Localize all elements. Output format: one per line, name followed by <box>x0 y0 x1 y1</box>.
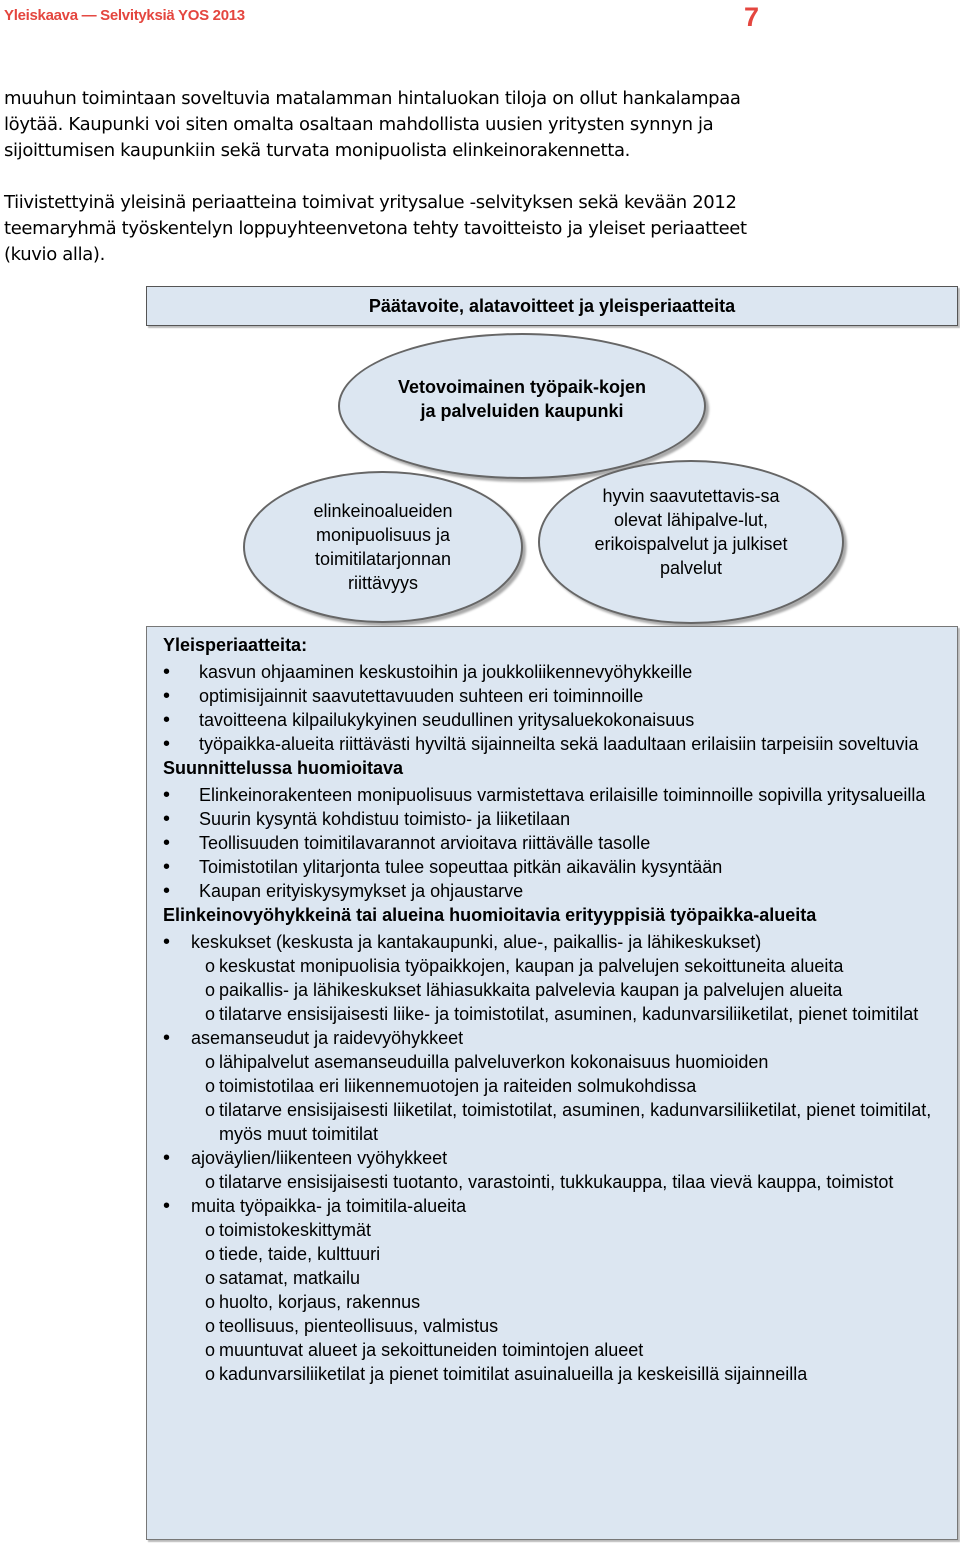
zone-group-label: asemanseudut ja raidevyöhykkeet <box>191 1028 464 1048</box>
sub-list-item: o paikallis- ja lähikeskukset lähiasukkaita palvelevia kaupan ja palvelujen alueita <box>191 978 941 1002</box>
list-item: • Elinkeinorakenteen monipuolisuus varmistettava erilaisille toiminnoille sopivilla yritysalueilla <box>163 783 941 807</box>
sub-list-item: o toimistokeskittymät <box>191 1218 941 1242</box>
list-item: • Suurin kysyntä kohdistuu toimisto- ja liiketilaan <box>163 807 941 831</box>
section-heading-general: Yleisperiaatteita: <box>163 635 308 655</box>
sub-list-item: o tilatarve ensisijaisesti liiketilat, toimistotilat, asuminen, kadunvarsiliiketilat, pienet toimitilat, myös muut toimitilat <box>191 1098 941 1146</box>
main-goal-text: Vetovoimainen työpaik-kojen ja palveluiden kaupunki <box>397 377 647 421</box>
paragraph-1: muuhun toimintaan soveltuvia matalamman hintaluokan tiloja on ollut hankalampaa löytää. Kaupunki voi siten omalta osaltaan mahdollista uusien yritysten synnyn ja sijoittumisen kaupunkiin sekä turvata monipuolista elinkeinorakennetta. <box>4 88 741 161</box>
sub-list-item: o keskustat monipuolisia työpaikkojen, kaupan ja palvelujen sekoittuneita alueita <box>191 954 941 978</box>
sub-list-item: o satamat, matkailu <box>191 1266 941 1290</box>
page-number: 7 <box>744 2 760 32</box>
general-principles-list <box>163 660 941 756</box>
zone-group <box>163 930 941 1026</box>
list-item: • optimisijainnit saavutettavuuden suhteen eri toiminnoille <box>163 684 941 708</box>
sub-list-item: o tilatarve ensisijaisesti liike- ja toimistotilat, asuminen, kadunvarsiliiketilat, pienet toimitilat <box>191 1002 941 1026</box>
sub-list-item: o muuntuvat alueet ja sekoittuneiden toimintojen alueet <box>191 1338 941 1362</box>
sub-list-item: o kadunvarsiliiketilat ja pienet toimitilat asuinalueilla ja keskeisillä sijainneilla <box>191 1362 941 1386</box>
list-item: • työpaikka-alueita riittävästi hyviltä sijainneilta sekä laadultaan erilaisiin tarpeisiin soveltuvia <box>163 732 941 756</box>
zone-sublist <box>191 1218 941 1386</box>
section-heading-planning: Suunnittelussa huomioitava <box>163 758 404 778</box>
sub-goal-right-text: hyvin saavutettavis-sa olevat lähipalve-lut, erikoispalvelut ja julkiset palvelut <box>594 486 788 578</box>
sub-goal-right-ellipse <box>538 460 844 624</box>
main-goal-ellipse <box>338 333 706 479</box>
sub-list-item: o tiede, taide, kulttuuri <box>191 1242 941 1266</box>
zone-group <box>163 1146 941 1194</box>
sub-list-item: o toimistotilaa eri liikennemuotojen ja raiteiden solmukohdissa <box>191 1074 941 1098</box>
principles-box <box>146 626 958 1540</box>
sub-list-item: o tilatarve ensisijaisesti tuotanto, varastointi, tukkukauppa, tilaa vievä kauppa, toimistot <box>191 1170 941 1194</box>
zone-sublist <box>191 954 941 1026</box>
list-item: • tavoitteena kilpailukykyinen seudullinen yritysaluekokonaisuus <box>163 708 941 732</box>
zone-group-label: muita työpaikka- ja toimitila-alueita <box>191 1196 467 1216</box>
zones-list <box>163 930 941 1386</box>
sub-goal-left-ellipse <box>243 471 523 623</box>
figure-title: Päätavoite, alatavoitteet ja yleisperiaatteita <box>146 286 958 326</box>
sub-list-item: o lähipalvelut asemanseuduilla palveluverkon kokonaisuus huomioiden <box>191 1050 941 1074</box>
zone-group-label: keskukset (keskusta ja kantakaupunki, alue-, paikallis- ja lähikeskukset) <box>191 932 762 952</box>
sub-list-item: o teollisuus, pienteollisuus, valmistus <box>191 1314 941 1338</box>
zone-sublist <box>191 1050 941 1146</box>
list-item: • kasvun ohjaaminen keskustoihin ja joukkoliikennevyöhykkeille <box>163 660 941 684</box>
planning-list <box>163 783 941 903</box>
paragraph-2: Tiivistettyinä yleisinä periaatteina toimivat yritysalue -selvityksen sekä kevään 2012 teemaryhmä työskentelyn loppuyhteenvetona tehty tavoitteisto ja yleiset periaatteet (kuvio alla). <box>4 192 747 265</box>
list-item: • Toimistotilan ylitarjonta tulee sopeuttaa pitkän aikavälin kysyntään <box>163 855 941 879</box>
section-heading-zones: Elinkeinovyöhykkeinä tai alueina huomioitavia erityyppisiä työpaikka-alueita <box>163 905 817 925</box>
zone-group <box>163 1194 941 1386</box>
zone-group <box>163 1026 941 1146</box>
list-item: • Kaupan erityiskysymykset ja ohjaustarve <box>163 879 941 903</box>
header-title: Yleiskaava — Selvityksiä YOS 2013 <box>4 7 245 24</box>
sub-list-item: o huolto, korjaus, rakennus <box>191 1290 941 1314</box>
list-item: • Teollisuuden toimitilavarannot arvioitava riittävälle tasolle <box>163 831 941 855</box>
zone-group-label: ajoväylien/liikenteen vyöhykkeet <box>191 1148 448 1168</box>
sub-goal-left-text: elinkeinoalueiden monipuolisuus ja toimitilatarjonnan riittävyys <box>313 501 453 593</box>
zone-sublist <box>191 1170 941 1194</box>
